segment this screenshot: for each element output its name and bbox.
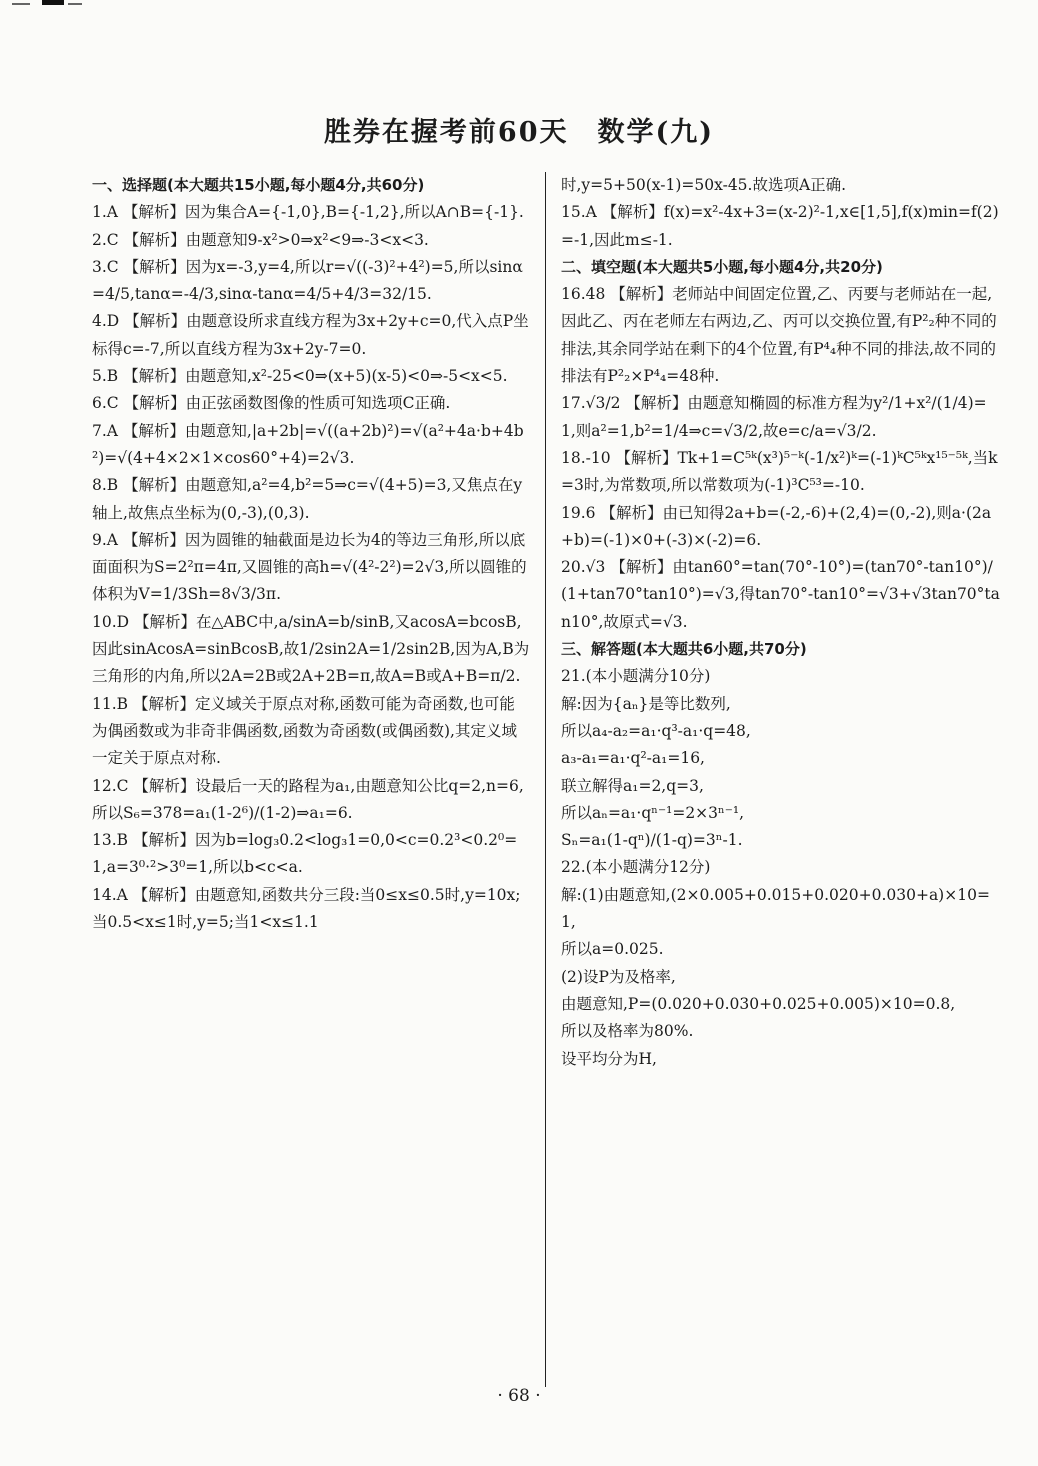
- page-title: 胜券在握考前60天 数学(九): [323, 117, 715, 148]
- answer-item: 2.C 【解析】由题意知9-x²>0⇒x²<9⇒-3<x<3.: [92, 230, 429, 249]
- answer-item: 1.A 【解析】因为集合A={-1,0},B={-1,2},所以A∩B={-1}.: [92, 203, 524, 222]
- solution-line: 解:(1)由题意知,(2×0.005+0.015+0.020+0.030+a)×10=1,: [561, 885, 990, 932]
- solution-line: 所以a₄-a₂=a₁·q³-a₁·q=48,: [561, 721, 751, 740]
- solution-line: 设平均分为H,: [561, 1049, 657, 1068]
- answer-item: 12.C 【解析】设最后一天的路程为a₁,由题意知公比q=2,n=6,所以S₆=378=a₁(1-2⁶)/(1-2)⇒a₁=6.: [92, 776, 524, 822]
- solution-line: 由题意知,P=(0.020+0.030+0.025+0.005)×10=0.8,: [561, 994, 956, 1013]
- right-column: [561, 172, 1001, 1073]
- solution-line: 22.(本小题满分12分): [561, 858, 711, 877]
- answer-item: 9.A 【解析】因为圆锥的轴截面是边长为4的等边三角形,所以底面面积为S=2²π=4π,又圆锥的高h=√(4²-2²)=2√3,所以圆锥的体积为V=1/3Sh=8√3/3π.: [92, 530, 527, 604]
- column-divider: [545, 172, 546, 1387]
- answer-item: 6.C 【解析】由正弦函数图像的性质可知选项C正确.: [92, 394, 451, 413]
- answer-item: 8.B 【解析】由题意知,a²=4,b²=5⇒c=√(4+5)=3,又焦点在y轴上,故焦点坐标为(0,-3),(0,3).: [92, 476, 523, 522]
- answer-item: 18.-10 【解析】Tk+1=C⁵ᵏ(x³)⁵⁻ᵏ(-1/x²)ᵏ=(-1)ᵏC⁵ᵏx¹⁵⁻⁵ᵏ,当k=3时,为常数项,所以常数项为(-1)³C⁵³=-10.: [561, 448, 998, 495]
- answer-item: 14.A 【解析】由题意知,函数共分三段:当0≤x≤0.5时,y=10x;当0.5<x≤1时,y=5;当1<x≤1.1: [92, 885, 521, 932]
- answer-item: 19.6 【解析】由已知得2a+b=(-2,-6)+(2,4)=(0,-2),则a·(2a+b)=(-1)×0+(-3)×(-2)=6.: [561, 503, 992, 549]
- section-heading: 二、填空题(本大题共5小题,每小题4分,共20分): [561, 257, 883, 276]
- answer-item: 5.B 【解析】由题意知,x²-25<0⇒(x+5)(x-5)<0⇒-5<x<5.: [92, 367, 508, 386]
- left-column: [92, 172, 530, 936]
- solution-line: (2)设P为及格率,: [561, 967, 676, 986]
- solution-line: a₃-a₁=a₁·q²-a₁=16,: [561, 749, 705, 768]
- answer-item: 13.B 【解析】因为b=log₃0.2<log₃1=0,0<c=0.2³<0.2⁰=1,a=3⁰·²>3⁰=1,所以b<c<a.: [92, 831, 518, 877]
- answer-item: 11.B 【解析】定义域关于原点对称,函数可能为奇函数,也可能为偶函数或为非奇非偶函数,函数为奇函数(或偶函数),其定义域一定关于原点对称.: [92, 694, 517, 768]
- page-number: · 68 ·: [497, 1386, 541, 1406]
- solution-line: 所以aₙ=a₁·qⁿ⁻¹=2×3ⁿ⁻¹,: [561, 803, 745, 822]
- solution-line: Sₙ=a₁(1-qⁿ)/(1-q)=3ⁿ-1.: [561, 831, 743, 850]
- answer-item: 10.D 【解析】在△ABC中,a/sinA=b/sinB,又acosA=bcosB,因此sinAcosA=sinBcosB,故1/2sin2A=1/2sin2B,因为A,B为三角形的内角,所以2A=2B或2A+2B=π,故A=B或A+B=π/2.: [92, 612, 530, 686]
- answer-item: 时,y=5+50(x-1)=50x-45.故选项A正确.: [561, 176, 847, 194]
- answer-item: 15.A 【解析】f(x)=x²-4x+3=(x-2)²-1,x∈[1,5],f(x)min=f(2)=-1,因此m≤-1.: [561, 203, 999, 249]
- section-heading: 三、解答题(本大题共6小题,共70分): [561, 640, 807, 659]
- solution-line: 所以及格率为80%.: [561, 1022, 694, 1041]
- answer-item: 17.√3/2 【解析】由题意知椭圆的标准方程为y²/1+x²/(1/4)=1,则a²=1,b²=1/4⇒c=√3/2,故e=c/a=√3/2.: [561, 394, 987, 440]
- answer-item: 20.√3 【解析】由tan60°=tan(70°-10°)=(tan70°-tan10°)/(1+tan70°tan10°)=√3,得tan70°-tan10°=√3+√3tan70°tan10°,故原式=√3.: [561, 558, 1000, 631]
- solution-line: 所以a=0.025.: [561, 940, 664, 959]
- scan-corner-mark: [0, 0, 90, 10]
- answer-item: 7.A 【解析】由题意知,|a+2b|=√((a+2b)²)=√(a²+4a·b+4b²)=√(4+4×2×1×cos60°+4)=2√3.: [92, 421, 524, 467]
- solution-line: 21.(本小题满分10分): [561, 667, 711, 686]
- solution-line: 解:因为{aₙ}是等比数列,: [561, 694, 731, 713]
- answer-item: 4.D 【解析】由题意设所求直线方程为3x+2y+c=0,代入点P坐标得c=-7,所以直线方程为3x+2y-7=0.: [92, 312, 529, 358]
- section-heading: 一、选择题(本大题共15小题,每小题4分,共60分): [92, 176, 425, 194]
- answer-item: 16.48 【解析】老师站中间固定位置,乙、丙要与老师站在一起,因此乙、丙在老师左右两边,乙、丙可以交换位置,有P²₂种不同的排法,其余同学站在剩下的4个位置,有P⁴₄种不同的排法,故不同的排法有P²₂×P⁴₄=48种.: [561, 285, 997, 386]
- answer-item: 3.C 【解析】因为x=-3,y=4,所以r=√((-3)²+4²)=5,所以sinα=4/5,tanα=-4/3,sinα-tanα=4/5+4/3=32/15.: [92, 257, 523, 304]
- solution-line: 联立解得a₁=2,q=3,: [561, 776, 704, 795]
